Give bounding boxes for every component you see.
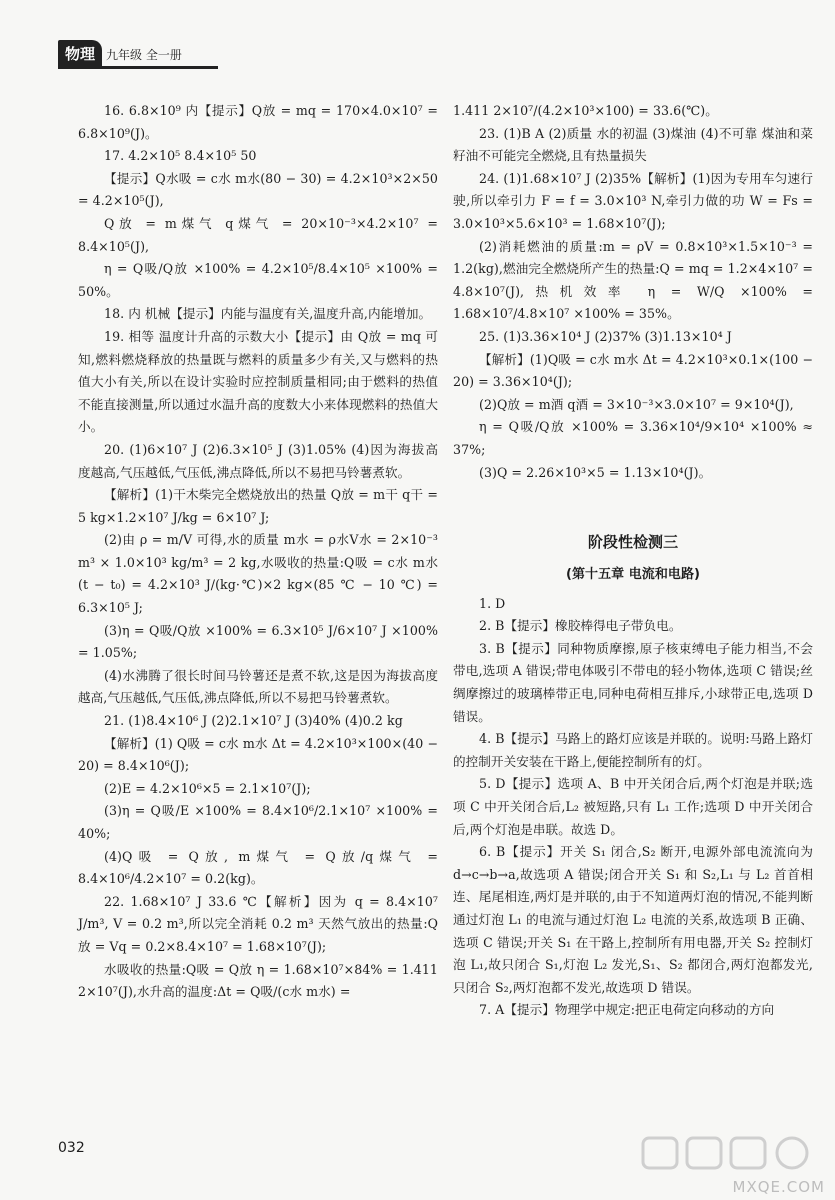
- analysis-24-2: (2)消耗燃油的质量:m = ρV = 0.8×10³×1.5×10⁻³ = 1.2(kg),燃油完全燃烧所产生的热量:Q = mq = 1.2×4×10⁷ = 4.8×10⁷(J),热机效率 η = W/Q ×100% = 1.68×10⁷/4.8×10⁷ ×100% = 35%。: [453, 238, 813, 322]
- section-title: 阶段性检测三: [587, 533, 679, 552]
- answer-18: 18. 内 机械【提示】内能与温度有关,温度升高,内能增加。: [104, 306, 432, 322]
- test3-answer-4: 4. B【提示】马路上的路灯应该是并联的。说明:马路上路灯的控制开关安装在干路上,便能控制所有的灯。: [453, 731, 813, 769]
- answer-22: 22. 1.68×10⁷ J 33.6 ℃【解析】因为 q = 8.4×10⁷ J/m³, V = 0.2 m³,所以完全消耗 0.2 m³ 天然气放出的热量:Q放 = Vq = 0.2×8.4×10⁷ = 1.68×10⁷(J);: [78, 893, 438, 954]
- analysis-20-2: (2)由 ρ = m/V 可得,水的质量 m水 = ρ水V水 = 2×10⁻³ m³ × 1.0×10³ kg/m³ = 2 kg,水吸收的热量:Q吸 = c水 m水(t − t₀) = 4.2×10³ J/(kg·℃)×2 kg×(85 ℃ − 10 ℃) = 6.3×10⁵ J;: [78, 532, 438, 616]
- answer-24: 24. (1)1.68×10⁷ J (2)35%【解析】(1)因为专用车匀速行驶,所以牵引力 F = f = 3.0×10³ N,牵引力做的功 W = Fs = 3.0×10³×5.6×10³ = 1.68×10⁷(J);: [453, 170, 813, 231]
- grade-label: 九年级 全一册: [106, 48, 182, 62]
- test3-answer-7: 7. A【提示】物理学中规定:把正电荷定向移动的方向: [479, 1002, 775, 1018]
- analysis-22: 水吸收的热量:Q吸 = Q放 η = 1.68×10⁷×84% = 1.411 2×10⁷(J),水升高的温度:Δt = Q吸/(c水 m水) =: [78, 961, 438, 1000]
- test3-answer-6: 6. B【提示】开关 S₁ 闭合,S₂ 断开,电源外部电流流向为 d→c→b→a,故选项 A 错误;闭合开关 S₁ 和 S₂,L₁ 与 L₂ 首首相连、尾尾相连,两灯是并联的,由于不知道两灯泡的情况,不能判断通过灯泡 L₁ 的电流与通过灯泡 L₂ 电流的关系,故选项 B 正确、选项 C 错误;开关 S₁ 在干路上,控制所有用电器,开关 S₂ 控制灯泡 L₁,故只闭合 S₁,灯泡 L₂ 发光,S₁、S₂ 都闭合,两灯泡都发光,只闭合 S₂,两灯泡都不发光,故选项 D 错误。: [453, 844, 813, 995]
- analysis-25-eta: η = Q吸/Q放 ×100% = 3.36×10⁴/9×10⁴ ×100% ≈ 37%;: [453, 419, 813, 457]
- answer-23: 23. (1)B A (2)质量 水的初温 (3)煤油 (4)不可靠 煤油和菜籽油不可能完全燃烧,且有热量损失: [453, 125, 813, 164]
- analysis-21-1: 【解析】(1) Q吸 = c水 m水 Δt = 4.2×10³×100×(40 − 20) = 8.4×10⁶(J);: [78, 735, 438, 774]
- analysis-25-1: 【解析】(1)Q吸 = c水 m水 Δt = 4.2×10³×0.1×(100 − 20) = 3.36×10⁴(J);: [453, 351, 813, 390]
- analysis-20-4: (4)水沸腾了很长时间马铃薯还是煮不软,这是因为海拔高度越高,气压越低,气压低,沸点降低,所以不易把马铃薯煮软。: [78, 667, 438, 706]
- page-header: [58, 40, 182, 66]
- answer-19: 19. 相等 温度计升高的示数大小【提示】由 Q放 = mq 可知,燃料燃烧释放的热量既与燃料的质量多少有关,又与燃料的热值大小有关,所以在设计实验时应控制质量相同;由于燃料的热值不能直接测量,所以通过水温升高的度数大小来体现燃料的热值大小。: [78, 328, 438, 435]
- answer-20: 20. (1)6×10⁷ J (2)6.3×10⁵ J (3)1.05% (4)因为海拔高度越高,气压越低,气压低,沸点降低,所以不易把马铃薯煮软。: [78, 441, 438, 480]
- subject-badge: 物理: [58, 40, 102, 66]
- continued-22: 1.411 2×10⁷/(4.2×10³×100) = 33.6(℃)。: [453, 103, 718, 118]
- test3-answer-1: 1. D: [479, 595, 506, 611]
- test3-answer-3: 3. B【提示】同种物质摩擦,原子核束缚电子能力相当,不会带电,选项 A 错误;带电体吸引不带电的轻小物体,选项 C 错误;丝绸摩擦过的玻璃棒带正电,同种电荷相互排斥,小球带正电,选项 D 错误。: [453, 640, 813, 724]
- test3-answer-5: 5. D【提示】选项 A、B 中开关闭合后,两个灯泡是并联;选项 C 中开关闭合后,L₂ 被短路,只有 L₁ 工作;选项 D 中开关闭合后,两个灯泡是串联。故选 D。: [453, 776, 813, 837]
- hint-17: 【提示】Q水吸 = c水 m水(80 − 30) = 4.2×10³×2×50 = 4.2×10⁵(J),: [78, 170, 438, 209]
- answer-21: 21. (1)8.4×10⁶ J (2)2.1×10⁷ J (3)40% (4)0.2 kg: [104, 713, 403, 729]
- left-column: [78, 100, 438, 1004]
- analysis-25-3: (3)Q = 2.26×10³×5 = 1.13×10⁴(J)。: [479, 464, 712, 480]
- test3-answer-2: 2. B【提示】橡胶棒得电子带负电。: [479, 618, 682, 634]
- answer-17: 17. 4.2×10⁵ 8.4×10⁵ 50: [104, 148, 257, 164]
- equation-17b: η = Q吸/Q放 ×100% = 4.2×10⁵/8.4×10⁵ ×100% = 50%。: [78, 261, 438, 299]
- header-rule: [58, 66, 218, 69]
- analysis-21-3: (3)η = Q吸/E ×100% = 8.4×10⁶/2.1×10⁷ ×100% = 40%;: [78, 803, 438, 841]
- page-number: 032: [58, 1140, 85, 1156]
- analysis-20-1: 【解析】(1)干木柴完全燃烧放出的热量 Q放 = m干 q干 = 5 kg×1.2×10⁷ J/kg = 6×10⁷ J;: [78, 487, 438, 525]
- answer-25: 25. (1)3.36×10⁴ J (2)37% (3)1.13×10⁴ J: [479, 328, 732, 344]
- right-column: [453, 100, 813, 1022]
- analysis-20-3: (3)η = Q吸/Q放 ×100% = 6.3×10⁵ J/6×10⁷ J ×100% = 1.05%;: [78, 622, 438, 661]
- section-subtitle: (第十五章 电流和电路): [565, 567, 700, 583]
- answer-16: 16. 6.8×10⁹ 内【提示】Q放 = mq = 170×4.0×10⁷ = 6.8×10⁹(J)。: [78, 103, 438, 141]
- analysis-25-2: (2)Q放 = m酒 q酒 = 3×10⁻³×3.0×10⁷ = 9×10⁴(J),: [479, 396, 794, 412]
- analysis-21-4: (4)Q吸 = Q放, m煤气 = Q放/q煤气 = 8.4×10⁶/4.2×10⁷ = 0.2(kg)。: [78, 848, 438, 887]
- watermark-text: MXQE.COM: [732, 1178, 825, 1196]
- analysis-21-2: (2)E = 4.2×10⁶×5 = 2.1×10⁷(J);: [104, 780, 311, 796]
- equation-17a: Q放 = m煤气 q煤气 = 20×10⁻³×4.2×10⁷ = 8.4×10⁵(J),: [78, 215, 438, 254]
